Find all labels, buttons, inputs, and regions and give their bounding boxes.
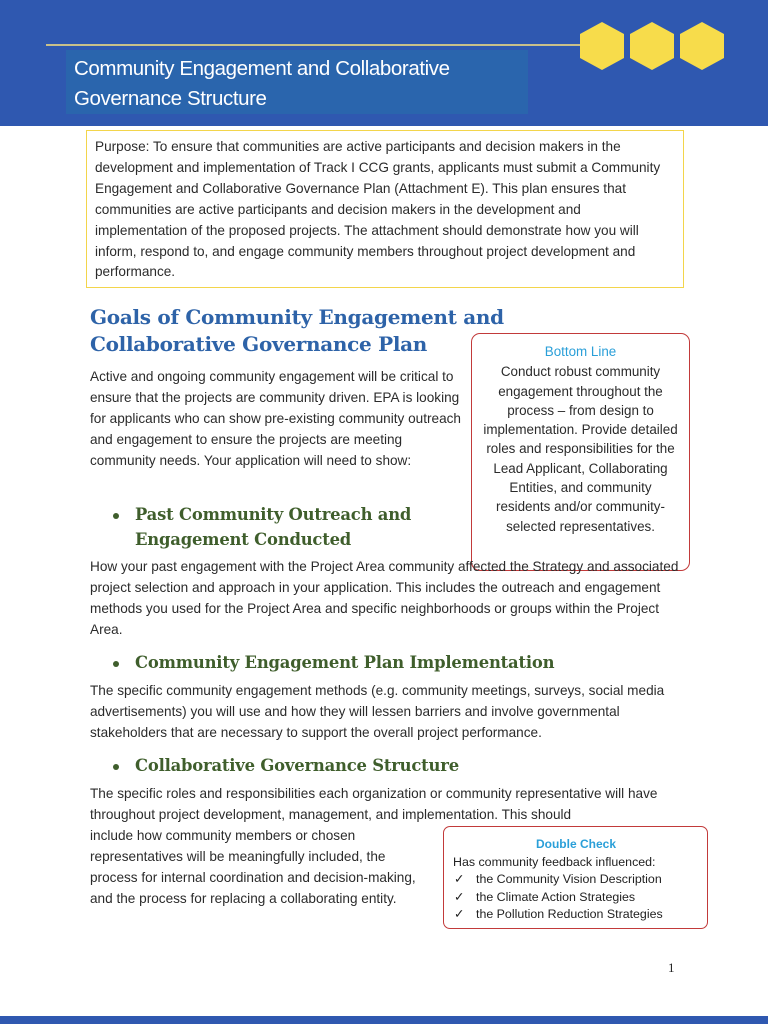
purpose-box: [86, 130, 684, 288]
bullet-icon: [113, 764, 119, 770]
double-check-item: [453, 906, 699, 924]
page-title-line-2: Governance Structure: [74, 87, 267, 110]
double-check-item-text: the Climate Action Strategies: [476, 889, 636, 904]
footer-band: [0, 1016, 768, 1024]
checkmark-icon: ✓: [454, 889, 465, 904]
section-heading-text: Collaborative Governance Structure: [135, 756, 459, 775]
double-check-intro: Has community feedback influenced:: [453, 854, 656, 869]
goals-heading: Goals of Community Engagement and Collaborative Governance Plan: [90, 305, 504, 356]
bullet-icon: [113, 513, 119, 519]
bottom-line-title: Bottom Line: [544, 344, 617, 359]
double-check-callout: [443, 826, 708, 929]
checkmark-icon: ✓: [454, 872, 465, 886]
purpose-text: Purpose: To ensure that communities are active participants and decision makers in the development and implementation of Track I CCG grants, applicants must submit a Community Engagement and Collaborative Governance Plan (Attachment E). This plan ensures that communities are active participants and decision makers in the development and implementation of the proposed projects. The attachment should demonstrate how you will inform, respond to, and engage community members throughout project development and performance.: [95, 139, 661, 280]
double-check-title: Double Check: [535, 837, 616, 851]
double-check-item-text: the Community Vision Description: [476, 872, 662, 886]
checkmark-icon: ✓: [454, 907, 465, 921]
section-heading-past-outreach: [113, 502, 443, 552]
goals-intro: Active and ongoing community engagement will be critical to ensure that the projects are community driven. EPA is looking for applicants who can show pre-existing community outreach and engagement to ensure the projects are meeting community needs. Your application will need to show:: [90, 369, 461, 468]
double-check-item: [453, 871, 699, 889]
section-body-governance-part-1: The specific roles and responsibilities each organization or community representative will have throughout project development, management, and implementation. This should: [90, 786, 658, 822]
double-check-item: [453, 889, 699, 907]
section-body-past-outreach: How your past engagement with the Project Area community affected the Strategy and associated project selection and approach in your application. This includes the outreach and engagement methods you used for the Project Area and specific neighborhoods or groups within the Project Area.: [90, 559, 679, 637]
page-number: 1: [668, 960, 675, 975]
section-heading-plan-implementation: [113, 650, 613, 675]
page-title: [66, 50, 528, 114]
double-check-item-text: the Pollution Reduction Strategies: [476, 907, 663, 921]
section-body-plan-implementation: The specific community engagement methods (e.g. community meetings, surveys, social media advertisements) you will use and how they will lessen barriers and involve governmental stakeholders that are necessary to support the overall project performance.: [90, 683, 665, 740]
header-rule: [46, 44, 606, 46]
section-body-governance-part-2: include how community members or chosen representatives will be meaningfully included, the process for internal coordination and decision-making, and the process for replacing a collaborating entity.: [90, 828, 416, 906]
bottom-line-text: Conduct robust community engagement throughout the process – from design to implementation. Provide detailed roles and responsibilities for the Lead Applicant, Collaborating Entities, and community residents and/or community-selected representatives.: [483, 364, 678, 534]
bottom-line-callout: [471, 333, 690, 571]
section-heading-text: Community Engagement Plan Implementation: [135, 653, 555, 672]
section-heading-text: Past Community Outreach and Engagement Conducted: [135, 505, 412, 549]
page-title-line-1: Community Engagement and Collaborative: [74, 57, 450, 80]
section-heading-governance-structure: [113, 753, 613, 778]
bullet-icon: [113, 661, 119, 667]
